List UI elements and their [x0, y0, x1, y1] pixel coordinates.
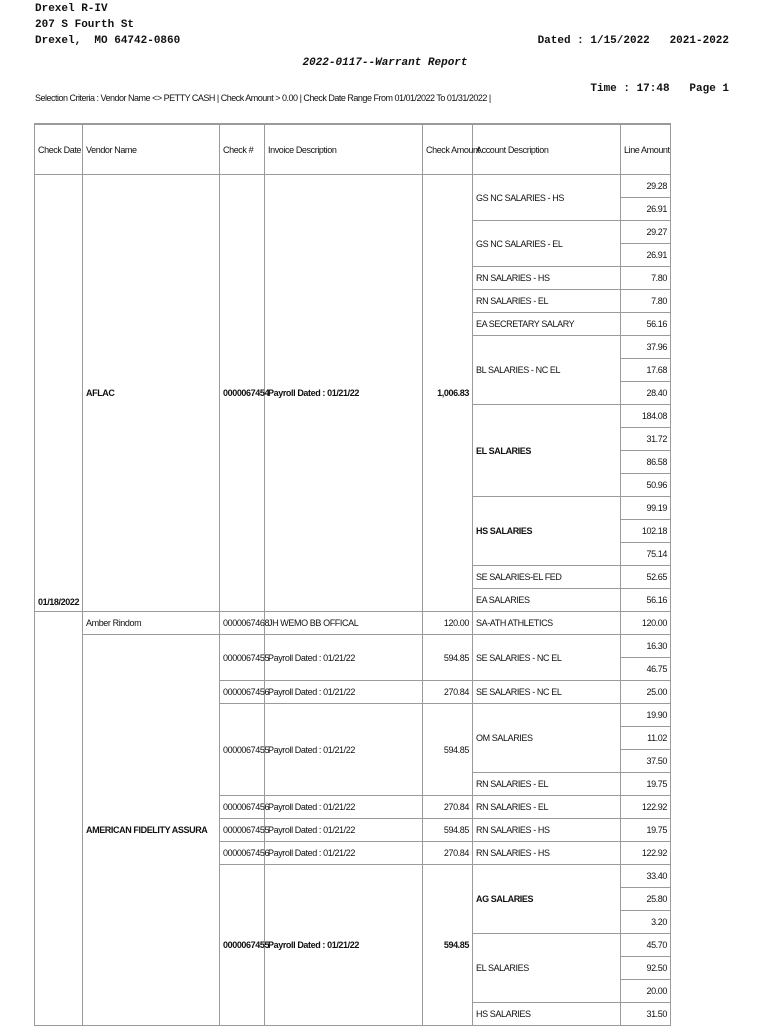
check-number-cell: 0000067455 [220, 704, 265, 796]
report-title: 2022-0117--Warrant Report [302, 57, 468, 69]
line-amount-cell: 46.75 [621, 658, 671, 681]
check-number-cell: 0000067456 [220, 796, 265, 819]
line-amount-cell: 120.00 [621, 612, 671, 635]
check-amount-cell: 1,006.83 [423, 175, 473, 612]
account-description-cell: AG SALARIES [473, 865, 621, 934]
check-amount-cell: 594.85 [423, 865, 473, 1026]
line-amount-cell: 45.70 [621, 934, 671, 957]
col-check-number: Check # [220, 124, 265, 175]
check-date-cell: 01/18/2022 [35, 175, 83, 612]
account-description-cell: EA SALARIES [473, 589, 621, 612]
line-amount-cell: 122.92 [621, 796, 671, 819]
line-amount-cell: 28.40 [621, 382, 671, 405]
check-number-cell: 0000067456 [220, 842, 265, 865]
line-amount-cell: 29.27 [621, 221, 671, 244]
address-line1: 207 S Fourth St [35, 19, 135, 31]
invoice-description-cell: Payroll Dated : 01/21/22 [265, 796, 423, 819]
warrant-table [34, 123, 671, 1026]
account-description-cell: SE SALARIES - NC EL [473, 635, 621, 681]
invoice-description-cell: Payroll Dated : 01/21/22 [265, 635, 423, 681]
check-number-cell: 0000067454 [220, 175, 265, 612]
check-amount-cell: 270.84 [423, 681, 473, 704]
time-page-line: Time : 17:48 Page 1 [590, 83, 729, 95]
address-line2: Drexel, MO 64742-0860 [35, 35, 181, 47]
table-row [35, 635, 671, 658]
district-name: Drexel R-IV [35, 3, 108, 15]
invoice-description-cell: Payroll Dated : 01/21/22 [265, 704, 423, 796]
line-amount-cell: 122.92 [621, 842, 671, 865]
line-amount-cell: 25.00 [621, 681, 671, 704]
line-amount-cell: 19.90 [621, 704, 671, 727]
line-amount-cell: 102.18 [621, 520, 671, 543]
line-amount-cell: 16.30 [621, 635, 671, 658]
account-description-cell: SE SALARIES-EL FED [473, 566, 621, 589]
vendor-cell: AFLAC [83, 175, 220, 612]
line-amount-cell: 26.91 [621, 244, 671, 267]
line-amount-cell: 3.20 [621, 911, 671, 934]
table-row [35, 175, 671, 198]
account-description-cell: HS SALARIES [473, 497, 621, 566]
table-row [35, 612, 671, 635]
line-amount-cell: 19.75 [621, 773, 671, 796]
check-amount-cell: 270.84 [423, 842, 473, 865]
account-description-cell: BL SALARIES - NC EL [473, 336, 621, 405]
line-amount-cell: 33.40 [621, 865, 671, 888]
line-amount-cell: 7.80 [621, 290, 671, 313]
vendor-cell: Amber Rindom [83, 612, 220, 635]
account-description-cell: GS NC SALARIES - HS [473, 175, 621, 221]
check-number-cell: 0000067456 [220, 681, 265, 704]
col-account-description: Account Description [473, 124, 621, 175]
invoice-description-cell: JH WEMO BB OFFICAL [265, 612, 423, 635]
check-number-cell: 0000067455 [220, 635, 265, 681]
invoice-description-cell: Payroll Dated : 01/21/22 [265, 175, 423, 612]
line-amount-cell: 19.75 [621, 819, 671, 842]
table-header-row [35, 124, 671, 175]
account-description-cell: EL SALARIES [473, 405, 621, 497]
check-amount-cell: 594.85 [423, 635, 473, 681]
line-amount-cell: 25.80 [621, 888, 671, 911]
col-invoice-description: Invoice Description [265, 124, 423, 175]
account-description-cell: RN SALARIES - HS [473, 819, 621, 842]
account-description-cell: OM SALARIES [473, 704, 621, 773]
account-description-cell: RN SALARIES - EL [473, 290, 621, 313]
line-amount-cell: 37.96 [621, 336, 671, 359]
line-amount-cell: 99.19 [621, 497, 671, 520]
account-description-cell: EL SALARIES [473, 934, 621, 1003]
line-amount-cell: 50.96 [621, 474, 671, 497]
account-description-cell: HS SALARIES [473, 1003, 621, 1026]
account-description-cell: SA-ATH ATHLETICS [473, 612, 621, 635]
check-amount-cell: 270.84 [423, 796, 473, 819]
line-amount-cell: 184.08 [621, 405, 671, 428]
account-description-cell: RN SALARIES - HS [473, 842, 621, 865]
line-amount-cell: 37.50 [621, 750, 671, 773]
line-amount-cell: 56.16 [621, 589, 671, 612]
account-description-cell: GS NC SALARIES - EL [473, 221, 621, 267]
line-amount-cell: 75.14 [621, 543, 671, 566]
dated-line: Dated : 1/15/2022 2021-2022 [537, 35, 729, 47]
line-amount-cell: 7.80 [621, 267, 671, 290]
account-description-cell: SE SALARIES - NC EL [473, 681, 621, 704]
col-check-date: Check Date [35, 124, 83, 175]
invoice-description-cell: Payroll Dated : 01/21/22 [265, 865, 423, 1026]
line-amount-cell: 86.58 [621, 451, 671, 474]
col-vendor-name: Vendor Name [83, 124, 220, 175]
line-amount-cell: 31.72 [621, 428, 671, 451]
district-address-block [35, 1, 180, 49]
selection-criteria: Selection Criteria : Vendor Name <> PETTY CASH | Check Amount > 0.00 | Check Date Range From 01/01/2022 To 01/31/2022 | [35, 93, 491, 103]
check-amount-cell: 120.00 [423, 612, 473, 635]
line-amount-cell: 26.91 [621, 198, 671, 221]
line-amount-cell: 92.50 [621, 957, 671, 980]
check-number-cell: 0000067455 [220, 865, 265, 1026]
account-description-cell: RN SALARIES - EL [473, 773, 621, 796]
account-description-cell: EA SECRETARY SALARY [473, 313, 621, 336]
check-number-cell: 0000067455 [220, 819, 265, 842]
vendor-cell: AMERICAN FIDELITY ASSURA [83, 635, 220, 1026]
check-amount-cell: 594.85 [423, 819, 473, 842]
col-check-amount: Check Amount [423, 124, 473, 175]
check-number-cell: 0000067468 [220, 612, 265, 635]
invoice-description-cell: Payroll Dated : 01/21/22 [265, 819, 423, 842]
col-line-amount: Line Amount [621, 124, 671, 175]
check-amount-cell: 594.85 [423, 704, 473, 796]
line-amount-cell: 17.68 [621, 359, 671, 382]
line-amount-cell: 31.50 [621, 1003, 671, 1026]
line-amount-cell: 29.28 [621, 175, 671, 198]
line-amount-cell: 52.65 [621, 566, 671, 589]
account-description-cell: RN SALARIES - EL [473, 796, 621, 819]
invoice-description-cell: Payroll Dated : 01/21/22 [265, 842, 423, 865]
invoice-description-cell: Payroll Dated : 01/21/22 [265, 681, 423, 704]
account-description-cell: RN SALARIES - HS [473, 267, 621, 290]
line-amount-cell: 56.16 [621, 313, 671, 336]
line-amount-cell: 11.02 [621, 727, 671, 750]
line-amount-cell: 20.00 [621, 980, 671, 1003]
